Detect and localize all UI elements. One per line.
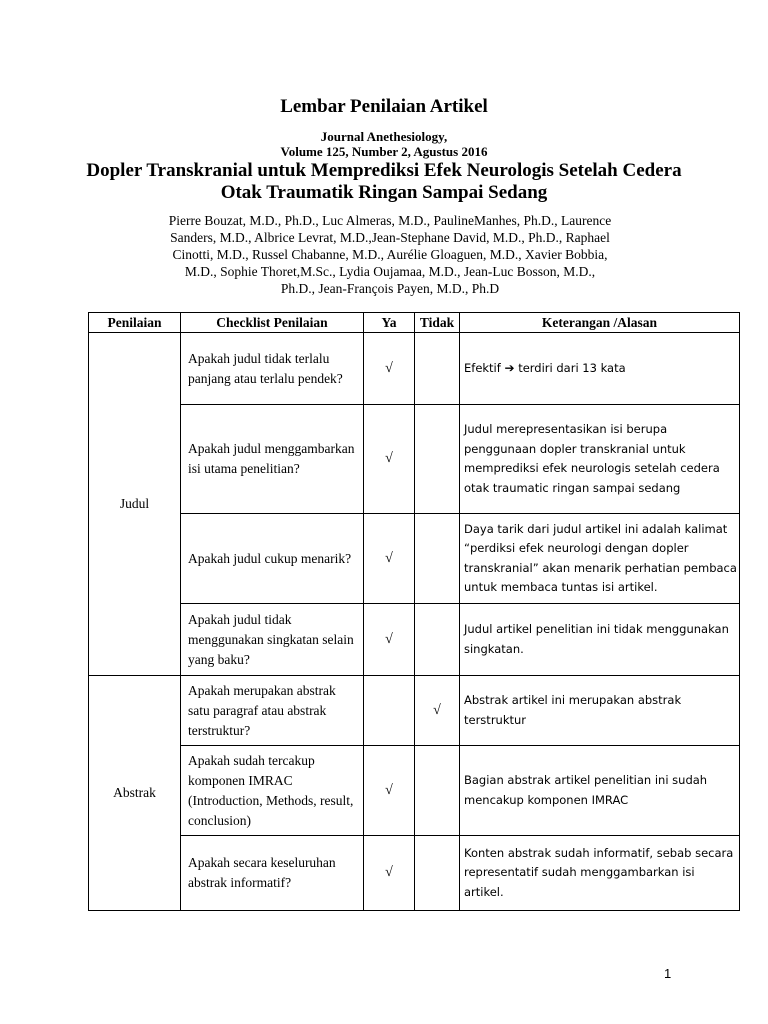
table-row	[89, 405, 740, 514]
ya-check-mark	[364, 676, 415, 746]
page-number: 1	[664, 966, 672, 981]
journal-volume: Volume 125, Number 2, Agustus 2016	[280, 144, 488, 159]
note-cell: Judul merepresentasikan isi berupa penggunaan dopler transkranial untuk memprediksi efek neurologis setelah cedera otak traumatic ringan sampai sedang	[460, 405, 740, 514]
article-title-line-1: Dopler Transkranial untuk Memprediksi Efek Neurologis Setelah Cedera	[86, 160, 682, 181]
tidak-check-mark: √	[415, 676, 460, 746]
table-row	[89, 604, 740, 676]
ya-check-mark: √	[364, 746, 415, 836]
tidak-check-mark	[415, 836, 460, 911]
ya-check-mark: √	[364, 604, 415, 676]
ya-check-mark: √	[364, 514, 415, 604]
note-cell: Efektif ➔ terdiri dari 13 kata	[460, 333, 740, 405]
journal-name: Journal Anethesiology,	[320, 129, 448, 144]
table-row	[89, 676, 740, 746]
question-cell: Apakah judul cukup menarik?	[181, 514, 364, 604]
tidak-check-mark	[415, 604, 460, 676]
question-cell: Apakah secara keseluruhan abstrak informatif?	[181, 836, 364, 911]
assessment-table	[88, 312, 740, 911]
question-cell: Apakah sudah tercakup komponen IMRAC (Introduction, Methods, result, conclusion)	[181, 746, 364, 836]
note-cell: Daya tarik dari judul artikel ini adalah kalimat “perdiksi efek neurologi dengan dopler transkranial” akan menarik perhatian pembaca untuk membaca tuntas isi artikel.	[460, 514, 740, 604]
note-cell: Abstrak artikel ini merupakan abstrak terstruktur	[460, 676, 740, 746]
question-cell: Apakah judul tidak menggunakan singkatan selain yang baku?	[181, 604, 364, 676]
note-cell: Judul artikel penelitian ini tidak menggunakan singkatan.	[460, 604, 740, 676]
author-line: Pierre Bouzat, M.D., Ph.D., Luc Almeras, M.D., PaulineManhes, Ph.D., Laurence	[168, 213, 612, 228]
author-line: Ph.D., Jean-François Payen, M.D., Ph.D	[280, 281, 500, 296]
tidak-check-mark	[415, 405, 460, 514]
column-header: Ya	[364, 313, 415, 333]
tidak-check-mark	[415, 746, 460, 836]
column-header: Penilaian	[89, 313, 181, 333]
author-line: M.D., Sophie Thoret,M.Sc., Lydia Oujamaa, M.D., Jean-Luc Bosson, M.D.,	[184, 264, 596, 279]
author-list	[110, 212, 670, 297]
column-header: Keterangan /Alasan	[460, 313, 740, 333]
ya-check-mark: √	[364, 836, 415, 911]
document-title: Lembar Penilaian Artikel	[280, 96, 488, 117]
ya-check-mark: √	[364, 405, 415, 514]
table-row	[89, 836, 740, 911]
table-row	[89, 746, 740, 836]
tidak-check-mark	[415, 514, 460, 604]
question-cell: Apakah judul tidak terlalu panjang atau terlalu pendek?	[181, 333, 364, 405]
journal-info	[0, 129, 768, 159]
question-cell: Apakah judul menggambarkan isi utama penelitian?	[181, 405, 364, 514]
table-header-row	[89, 313, 740, 333]
article-title	[0, 160, 768, 204]
author-line: Cinotti, M.D., Russel Chabanne, M.D., Aurélie Gloaguen, M.D., Xavier Bobbia,	[172, 247, 608, 262]
note-cell: Konten abstrak sudah informatif, sebab secara representatif sudah menggambarkan isi artikel.	[460, 836, 740, 911]
table-row	[89, 333, 740, 405]
category-cell: Abstrak	[89, 676, 181, 911]
article-title-line-2: Otak Traumatik Ringan Sampai Sedang	[220, 182, 548, 203]
tidak-check-mark	[415, 333, 460, 405]
note-cell: Bagian abstrak artikel penelitian ini sudah mencakup komponen IMRAC	[460, 746, 740, 836]
table-row	[89, 514, 740, 604]
question-cell: Apakah merupakan abstrak satu paragraf atau abstrak terstruktur?	[181, 676, 364, 746]
author-line: Sanders, M.D., Albrice Levrat, M.D.,Jean-Stephane David, M.D., Ph.D., Raphael	[170, 230, 610, 245]
category-cell: Judul	[89, 333, 181, 676]
arrow-right-icon: ➔	[504, 360, 515, 375]
column-header: Tidak	[415, 313, 460, 333]
column-header: Checklist Penilaian	[181, 313, 364, 333]
ya-check-mark: √	[364, 333, 415, 405]
